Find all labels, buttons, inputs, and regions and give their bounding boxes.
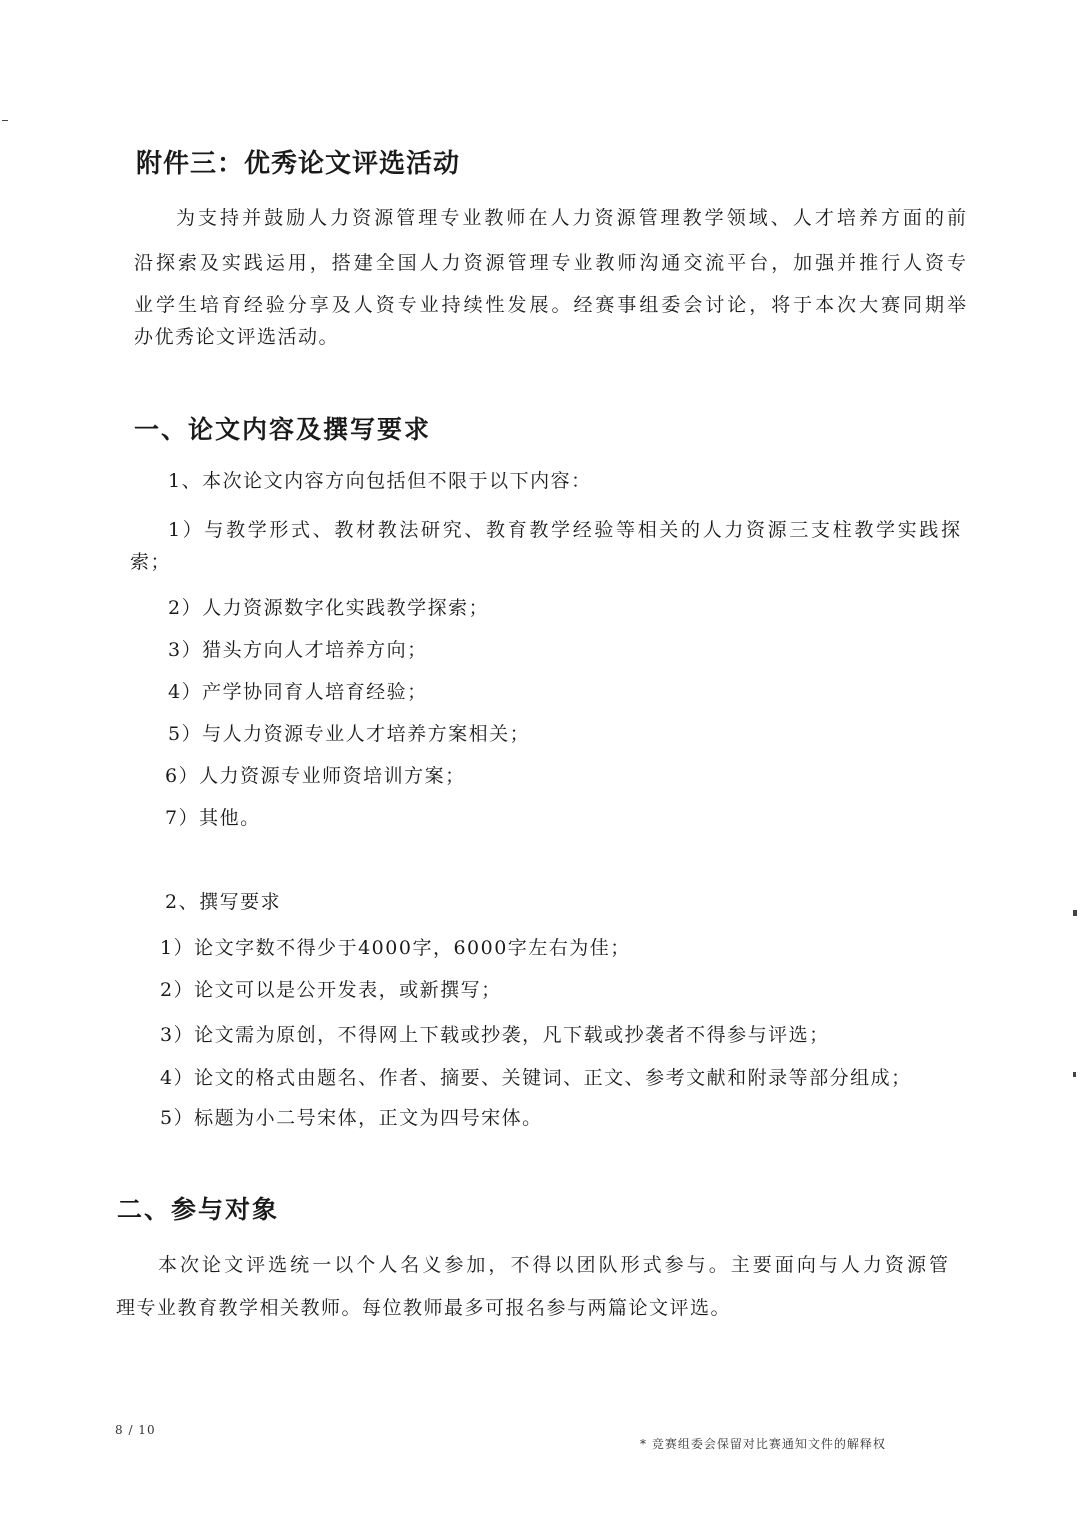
intro-paragraph-line: 业学生培育经验分享及人资专业持续性发展。经赛事组委会讨论，将于本次大赛同期举 (134, 294, 966, 316)
body-paragraph-line: 理专业教育教学相关教师。每位教师最多可报名参与两篇论文评选。 (116, 1297, 732, 1319)
section-heading: 一、论文内容及撰写要求 (134, 415, 432, 444)
list-item: 6）人力资源专业师资培训方案； (165, 765, 466, 787)
requirement-item: 3）论文需为原创，不得网上下载或抄袭，凡下载或抄袭者不得参与评选； (160, 1024, 830, 1046)
list-item: 5）与人力资源专业人才培养方案相关； (168, 723, 531, 745)
requirement-item: 1）论文字数不得少于4000字，6000字左右为佳； (160, 937, 631, 959)
list-item: 3）猎头方向人才培养方向； (168, 639, 428, 661)
requirement-item: 4）论文的格式由题名、作者、摘要、关键词、正文、参考文献和附录等部分组成； (160, 1067, 912, 1089)
scan-mark (1073, 1072, 1076, 1077)
list-item: 索； (130, 551, 172, 573)
list-item: 2）人力资源数字化实践教学探索； (168, 597, 490, 619)
list-item: 7）其他。 (165, 807, 261, 829)
body-paragraph-line: 本次论文评选统一以个人名义参加，不得以团队形式参与。主要面向与人力资源管 (158, 1254, 948, 1276)
requirement-item: 2）论文可以是公开发表，或新撰写； (160, 979, 502, 1001)
scan-mark (1073, 910, 1077, 916)
subsection-label: 1、本次论文内容方向包括但不限于以下内容： (168, 470, 592, 492)
footer-note: * 竞赛组委会保留对比赛通知文件的解释权 (640, 1437, 886, 1451)
page-title: 附件三：优秀论文评选活动 (136, 149, 461, 179)
intro-paragraph-line: 为支持并鼓励人力资源管理专业教师在人力资源管理教学领域、人才培养方面的前 (176, 207, 966, 229)
subsection-label: 2、撰写要求 (165, 891, 282, 913)
page-number: 8 / 10 (115, 1423, 156, 1437)
requirement-item: 5）标题为小二号宋体，正文为四号宋体。 (160, 1107, 543, 1129)
section-heading: 二、参与对象 (117, 1195, 280, 1224)
intro-paragraph-line: 沿探索及实践运用，搭建全国人力资源管理专业教师沟通交流平台，加强并推行人资专 (134, 252, 966, 274)
scan-mark (2, 120, 8, 121)
list-item: 4）产学协同育人培育经验； (168, 681, 428, 703)
list-item: 1）与教学形式、教材教法研究、教育教学经验等相关的人力资源三支柱教学实践探 (168, 519, 960, 541)
intro-paragraph-line: 办优秀论文评选活动。 (134, 326, 340, 348)
